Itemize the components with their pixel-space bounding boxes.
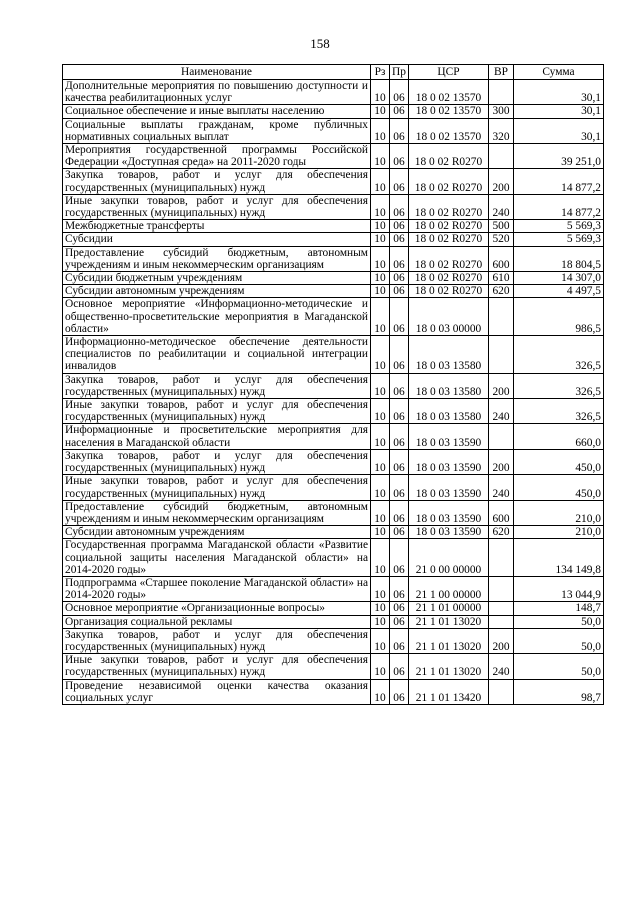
row-name-cell: Субсидии автономным учреждениям (63, 526, 371, 539)
row-sum-cell: 50,0 (514, 654, 604, 679)
row-vr-cell (489, 336, 514, 374)
row-name-cell: Иные закупки товаров, работ и услуг для обеспечения государственных (муниципальных) нужд (63, 475, 371, 500)
row-vr-cell: 240 (489, 475, 514, 500)
row-pr-cell: 06 (390, 233, 409, 246)
row-pr-cell: 06 (390, 246, 409, 271)
row-pr-cell: 06 (390, 336, 409, 374)
row-csr-cell: 18 0 03 13590 (409, 424, 489, 449)
row-name-cell: Государственная программа Магаданской области «Развитие социальной защиты населения Магаданской области» на 2014-2020 годы» (63, 539, 371, 577)
table-header-row (63, 65, 604, 80)
row-rz-cell: 10 (371, 220, 390, 233)
row-name-cell: Закупка товаров, работ и услуг для обеспечения государственных (муниципальных) нужд (63, 169, 371, 194)
row-sum-cell: 148,7 (514, 602, 604, 615)
table-row (63, 169, 604, 194)
row-name-cell: Информационно-методическое обеспечение деятельности специалистов по реабилитации и социальной интеграции инвалидов (63, 336, 371, 374)
row-vr-cell: 620 (489, 526, 514, 539)
row-pr-cell: 06 (390, 169, 409, 194)
table-row (63, 399, 604, 424)
table-row (63, 194, 604, 219)
row-vr-cell: 200 (489, 169, 514, 194)
row-rz-cell: 10 (371, 424, 390, 449)
row-sum-cell: 30,1 (514, 118, 604, 143)
row-csr-cell: 18 0 03 13590 (409, 500, 489, 525)
row-name-cell: Иные закупки товаров, работ и услуг для обеспечения государственных (муниципальных) нужд (63, 654, 371, 679)
row-rz-cell: 10 (371, 80, 390, 105)
row-csr-cell: 18 0 02 R0270 (409, 285, 489, 298)
row-pr-cell: 06 (390, 449, 409, 474)
row-vr-cell: 200 (489, 449, 514, 474)
row-name-cell: Основное мероприятие «Организационные вопросы» (63, 602, 371, 615)
row-name-cell: Предоставление субсидий бюджетным, автономным учреждениям и иным некоммерческим организациям (63, 500, 371, 525)
row-pr-cell: 06 (390, 272, 409, 285)
row-vr-cell (489, 298, 514, 336)
row-sum-cell: 30,1 (514, 80, 604, 105)
row-pr-cell: 06 (390, 500, 409, 525)
table-row (63, 272, 604, 285)
header-csr: ЦСР (409, 65, 489, 80)
row-rz-cell: 10 (371, 654, 390, 679)
row-vr-cell (489, 615, 514, 628)
row-rz-cell: 10 (371, 194, 390, 219)
row-sum-cell: 210,0 (514, 500, 604, 525)
row-name-cell: Закупка товаров, работ и услуг для обеспечения государственных (муниципальных) нужд (63, 628, 371, 653)
row-name-cell: Подпрограмма «Старшее поколение Магаданской области» на 2014-2020 годы» (63, 576, 371, 601)
row-csr-cell: 21 1 01 13020 (409, 615, 489, 628)
row-pr-cell: 06 (390, 602, 409, 615)
row-vr-cell: 610 (489, 272, 514, 285)
row-rz-cell: 10 (371, 144, 390, 169)
row-sum-cell: 18 804,5 (514, 246, 604, 271)
row-csr-cell: 18 0 02 R0270 (409, 194, 489, 219)
row-pr-cell: 06 (390, 475, 409, 500)
row-name-cell: Иные закупки товаров, работ и услуг для обеспечения государственных (муниципальных) нужд (63, 194, 371, 219)
row-csr-cell: 21 1 01 13020 (409, 654, 489, 679)
row-vr-cell (489, 576, 514, 601)
row-csr-cell: 18 0 03 00000 (409, 298, 489, 336)
row-pr-cell: 06 (390, 424, 409, 449)
row-rz-cell: 10 (371, 169, 390, 194)
row-pr-cell: 06 (390, 526, 409, 539)
row-pr-cell: 06 (390, 105, 409, 118)
table-body (63, 80, 604, 705)
row-pr-cell: 06 (390, 285, 409, 298)
table-row (63, 602, 604, 615)
row-sum-cell: 30,1 (514, 105, 604, 118)
row-sum-cell: 13 044,9 (514, 576, 604, 601)
row-pr-cell: 06 (390, 80, 409, 105)
row-name-cell: Субсидии бюджетным учреждениям (63, 272, 371, 285)
row-csr-cell: 18 0 03 13580 (409, 336, 489, 374)
row-csr-cell: 18 0 02 R0270 (409, 233, 489, 246)
header-sum: Сумма (514, 65, 604, 80)
row-name-cell: Основное мероприятие «Информационно-методические и общественно-просветительские мероприятия в Магаданской области» (63, 298, 371, 336)
table-row (63, 220, 604, 233)
row-rz-cell: 10 (371, 233, 390, 246)
row-pr-cell: 06 (390, 298, 409, 336)
row-csr-cell: 18 0 02 13570 (409, 118, 489, 143)
row-sum-cell: 98,7 (514, 679, 604, 704)
table-row (63, 424, 604, 449)
row-csr-cell: 18 0 02 R0270 (409, 169, 489, 194)
header-rz: Рз (371, 65, 390, 80)
row-rz-cell: 10 (371, 336, 390, 374)
row-sum-cell: 326,5 (514, 373, 604, 398)
row-vr-cell: 300 (489, 105, 514, 118)
row-vr-cell: 200 (489, 628, 514, 653)
row-name-cell: Предоставление субсидий бюджетным, автономным учреждениям и иным некоммерческим организациям (63, 246, 371, 271)
row-name-cell: Мероприятия государственной программы Российской Федерации «Доступная среда» на 2011-2020 годы (63, 144, 371, 169)
table-row (63, 615, 604, 628)
row-rz-cell: 10 (371, 298, 390, 336)
row-vr-cell: 620 (489, 285, 514, 298)
row-pr-cell: 06 (390, 220, 409, 233)
row-csr-cell: 18 0 03 13590 (409, 449, 489, 474)
row-rz-cell: 10 (371, 272, 390, 285)
row-vr-cell: 240 (489, 399, 514, 424)
row-rz-cell: 10 (371, 576, 390, 601)
row-vr-cell (489, 539, 514, 577)
row-sum-cell: 39 251,0 (514, 144, 604, 169)
row-pr-cell: 06 (390, 628, 409, 653)
row-name-cell: Организация социальной рекламы (63, 615, 371, 628)
row-csr-cell: 21 1 00 00000 (409, 576, 489, 601)
row-pr-cell: 06 (390, 679, 409, 704)
table-row (63, 336, 604, 374)
table-row (63, 246, 604, 271)
table-row (63, 285, 604, 298)
row-sum-cell: 14 877,2 (514, 169, 604, 194)
row-name-cell: Иные закупки товаров, работ и услуг для обеспечения государственных (муниципальных) нужд (63, 399, 371, 424)
row-name-cell: Информационные и просветительские мероприятия для населения в Магаданской области (63, 424, 371, 449)
row-name-cell: Проведение независимой оценки качества оказания социальных услуг (63, 679, 371, 704)
row-sum-cell: 14 307,0 (514, 272, 604, 285)
row-csr-cell: 18 0 03 13590 (409, 475, 489, 500)
row-rz-cell: 10 (371, 628, 390, 653)
row-csr-cell: 21 1 01 13020 (409, 628, 489, 653)
row-csr-cell: 21 1 01 13420 (409, 679, 489, 704)
row-pr-cell: 06 (390, 576, 409, 601)
table-row (63, 576, 604, 601)
row-vr-cell: 600 (489, 500, 514, 525)
row-csr-cell: 21 1 01 00000 (409, 602, 489, 615)
row-csr-cell: 18 0 03 13580 (409, 399, 489, 424)
row-sum-cell: 450,0 (514, 475, 604, 500)
row-rz-cell: 10 (371, 105, 390, 118)
row-name-cell: Межбюджетные трансферты (63, 220, 371, 233)
table-row (63, 526, 604, 539)
row-vr-cell: 500 (489, 220, 514, 233)
table-row (63, 144, 604, 169)
row-pr-cell: 06 (390, 615, 409, 628)
table-row (63, 475, 604, 500)
row-rz-cell: 10 (371, 539, 390, 577)
row-name-cell: Социальные выплаты гражданам, кроме публичных нормативных социальных выплат (63, 118, 371, 143)
row-vr-cell: 240 (489, 654, 514, 679)
row-csr-cell: 21 0 00 00000 (409, 539, 489, 577)
table-row (63, 449, 604, 474)
row-vr-cell: 200 (489, 373, 514, 398)
header-vr: ВР (489, 65, 514, 80)
table-row (63, 539, 604, 577)
row-rz-cell: 10 (371, 285, 390, 298)
row-name-cell: Субсидии автономным учреждениям (63, 285, 371, 298)
row-rz-cell: 10 (371, 679, 390, 704)
row-sum-cell: 50,0 (514, 615, 604, 628)
table-row (63, 298, 604, 336)
row-csr-cell: 18 0 03 13590 (409, 526, 489, 539)
row-rz-cell: 10 (371, 118, 390, 143)
row-sum-cell: 986,5 (514, 298, 604, 336)
row-vr-cell: 600 (489, 246, 514, 271)
row-pr-cell: 06 (390, 399, 409, 424)
row-rz-cell: 10 (371, 449, 390, 474)
row-rz-cell: 10 (371, 602, 390, 615)
row-vr-cell: 240 (489, 194, 514, 219)
row-rz-cell: 10 (371, 526, 390, 539)
row-rz-cell: 10 (371, 246, 390, 271)
row-sum-cell: 5 569,3 (514, 233, 604, 246)
row-pr-cell: 06 (390, 118, 409, 143)
row-sum-cell: 660,0 (514, 424, 604, 449)
header-pr: Пр (390, 65, 409, 80)
row-name-cell: Закупка товаров, работ и услуг для обеспечения государственных (муниципальных) нужд (63, 449, 371, 474)
row-name-cell: Социальное обеспечение и иные выплаты населению (63, 105, 371, 118)
row-pr-cell: 06 (390, 654, 409, 679)
row-name-cell: Субсидии (63, 233, 371, 246)
row-rz-cell: 10 (371, 373, 390, 398)
row-sum-cell: 326,5 (514, 336, 604, 374)
table-row (63, 628, 604, 653)
row-sum-cell: 50,0 (514, 628, 604, 653)
row-pr-cell: 06 (390, 144, 409, 169)
row-sum-cell: 4 497,5 (514, 285, 604, 298)
row-sum-cell: 210,0 (514, 526, 604, 539)
row-sum-cell: 450,0 (514, 449, 604, 474)
row-vr-cell: 520 (489, 233, 514, 246)
page-number: 158 (310, 36, 330, 51)
row-rz-cell: 10 (371, 615, 390, 628)
table-row (63, 500, 604, 525)
row-pr-cell: 06 (390, 194, 409, 219)
table-row (63, 233, 604, 246)
row-sum-cell: 14 877,2 (514, 194, 604, 219)
row-csr-cell: 18 0 02 13570 (409, 105, 489, 118)
row-sum-cell: 5 569,3 (514, 220, 604, 233)
row-csr-cell: 18 0 02 R0270 (409, 272, 489, 285)
row-rz-cell: 10 (371, 399, 390, 424)
row-pr-cell: 06 (390, 373, 409, 398)
row-vr-cell (489, 679, 514, 704)
row-csr-cell: 18 0 02 13570 (409, 80, 489, 105)
row-name-cell: Дополнительные мероприятия по повышению доступности и качества реабилитационных услуг (63, 80, 371, 105)
row-csr-cell: 18 0 02 R0270 (409, 144, 489, 169)
table-row (63, 80, 604, 105)
row-vr-cell (489, 424, 514, 449)
row-csr-cell: 18 0 02 R0270 (409, 246, 489, 271)
row-vr-cell (489, 144, 514, 169)
row-csr-cell: 18 0 02 R0270 (409, 220, 489, 233)
table-row (63, 654, 604, 679)
budget-table (62, 64, 604, 705)
row-csr-cell: 18 0 03 13580 (409, 373, 489, 398)
row-rz-cell: 10 (371, 500, 390, 525)
table-row (63, 105, 604, 118)
table-row (63, 118, 604, 143)
row-sum-cell: 326,5 (514, 399, 604, 424)
table-row (63, 679, 604, 704)
row-vr-cell (489, 602, 514, 615)
row-sum-cell: 134 149,8 (514, 539, 604, 577)
row-vr-cell (489, 80, 514, 105)
row-pr-cell: 06 (390, 539, 409, 577)
row-name-cell: Закупка товаров, работ и услуг для обеспечения государственных (муниципальных) нужд (63, 373, 371, 398)
row-vr-cell: 320 (489, 118, 514, 143)
row-rz-cell: 10 (371, 475, 390, 500)
table-row (63, 373, 604, 398)
header-name: Наименование (63, 65, 371, 80)
